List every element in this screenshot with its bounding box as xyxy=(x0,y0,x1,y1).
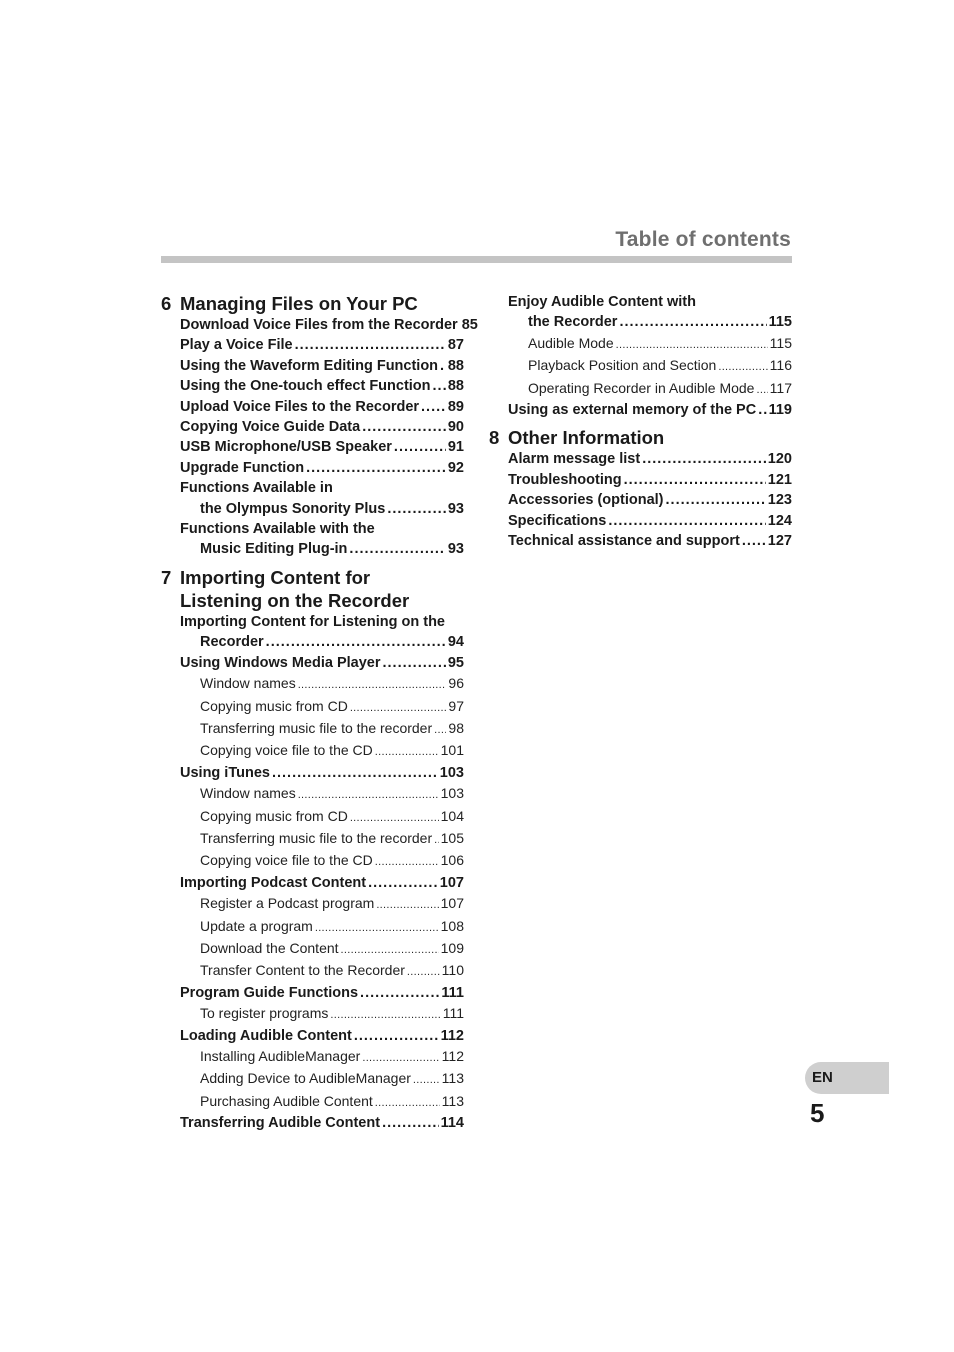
section-number: 6 xyxy=(161,293,172,314)
entry-label: Download Voice Files from the Recorder xyxy=(180,317,458,333)
toc-entry-first-line[interactable]: Importing Content for Listening on the xyxy=(180,613,445,630)
toc-subentry[interactable] xyxy=(489,355,792,377)
entry-label: Using the One-touch effect Function xyxy=(180,378,431,395)
entry-label: Music Editing Plug-in xyxy=(200,541,348,558)
entry-label: Loading Audible Content xyxy=(180,1027,352,1044)
entry-page: 113 xyxy=(441,1092,464,1109)
entry-page: 106 xyxy=(440,852,464,869)
leader-dots xyxy=(624,470,766,490)
toc-right-column xyxy=(489,292,792,551)
leader-dots xyxy=(375,742,439,762)
entry-page: 104 xyxy=(440,807,464,824)
toc-entry-first-line[interactable]: Functions Available with the xyxy=(180,521,375,538)
entry-page: 105 xyxy=(440,829,464,846)
entry-page: 121 xyxy=(767,471,792,488)
entry-label: the Olympus Sonority Plus xyxy=(200,500,386,517)
page-title: Table of contents xyxy=(615,228,791,251)
toc-subentry[interactable] xyxy=(161,673,464,695)
entry-label: Download the Content xyxy=(200,939,339,956)
entry-page: 127 xyxy=(767,533,792,550)
entry-label: Specifications xyxy=(508,512,607,529)
toc-subentry[interactable] xyxy=(161,960,464,982)
section-title: Importing Content for Listening on the Recorder xyxy=(180,566,410,611)
leader-dots xyxy=(619,312,766,332)
entry-page: 97 xyxy=(448,697,464,714)
entry-label: Recorder xyxy=(200,634,264,651)
entry-page: 109 xyxy=(440,939,464,956)
leader-dots xyxy=(742,531,766,551)
leader-dots xyxy=(295,335,446,355)
toc-subentry[interactable] xyxy=(161,1003,464,1025)
section-title: Managing Files on Your PC xyxy=(180,293,418,314)
section-number: 8 xyxy=(489,427,500,449)
entry-page: 88 xyxy=(447,378,464,395)
toc-subentry[interactable] xyxy=(161,806,464,828)
entry-page: 87 xyxy=(447,337,464,354)
entry-label: Troubleshooting xyxy=(508,471,622,488)
entry-label: Play a Voice File xyxy=(180,337,293,354)
entry-page: 93 xyxy=(447,500,464,517)
leader-dots xyxy=(608,511,765,531)
entry-label: Installing AudibleManager xyxy=(200,1048,361,1064)
language-label: EN xyxy=(812,1069,833,1086)
entry-label: Copying voice file to the CD xyxy=(200,852,373,869)
entry-page: 91 xyxy=(447,439,464,456)
toc-subentry[interactable] xyxy=(489,333,792,355)
toc-entry[interactable] xyxy=(489,312,792,332)
toc-subentry[interactable] xyxy=(161,1068,464,1090)
entry-label: Importing Podcast Content xyxy=(180,874,367,891)
entry-label: Alarm message list xyxy=(508,451,641,468)
leader-dots xyxy=(376,895,438,915)
leader-dots xyxy=(272,763,438,783)
toc-entry[interactable] xyxy=(489,490,792,510)
entry-page: 96 xyxy=(448,675,464,692)
entry-page: 107 xyxy=(440,895,464,912)
entry-page: 93 xyxy=(447,541,464,558)
toc-subentry[interactable] xyxy=(161,828,464,850)
toc-entry[interactable] xyxy=(161,376,464,396)
toc-entry[interactable] xyxy=(161,458,464,478)
entry-label: Technical assistance and support xyxy=(508,533,740,550)
leader-dots xyxy=(421,397,446,417)
toc-entry[interactable] xyxy=(489,400,792,420)
entry-label: Copying Voice Guide Data xyxy=(180,419,361,436)
leader-dots xyxy=(266,632,446,652)
entry-page: 103 xyxy=(440,785,464,802)
entry-page: 115 xyxy=(769,334,792,351)
leader-dots xyxy=(758,400,766,420)
entry-label: Playback Position and Section xyxy=(528,357,717,374)
entry-page: 101 xyxy=(440,742,464,759)
leader-dots xyxy=(718,357,767,377)
entry-label: Upload Voice Files to the Recorder xyxy=(180,398,420,415)
leader-dots xyxy=(360,983,439,1003)
entry-page: 114 xyxy=(440,1115,464,1132)
leader-dots xyxy=(354,1026,439,1046)
toc-subentry[interactable] xyxy=(161,938,464,960)
entry-page: 90 xyxy=(447,419,464,436)
leader-dots xyxy=(375,852,439,872)
leader-dots xyxy=(298,785,439,805)
toc-subentry[interactable] xyxy=(161,696,464,718)
entry-label: Transfer Content to the Recorder xyxy=(200,962,405,979)
entry-label: Window names xyxy=(200,785,296,802)
section-heading-7 xyxy=(161,566,464,612)
entry-label: Operating Recorder in Audible Mode xyxy=(528,379,755,396)
entry-label: Transferring music file to the recorder xyxy=(200,719,433,736)
entry-page: 94 xyxy=(447,634,464,651)
entry-page: 113 xyxy=(441,1070,464,1087)
entry-page: 95 xyxy=(447,654,464,671)
leader-dots xyxy=(433,376,446,396)
leader-dots xyxy=(350,808,439,828)
entry-label: Copying music from CD xyxy=(200,697,348,714)
leader-dots xyxy=(434,830,439,850)
leader-dots xyxy=(394,437,446,457)
entry-label: Copying voice file to the CD xyxy=(200,742,373,759)
toc-entry[interactable] xyxy=(161,335,464,355)
entry-label: Program Guide Functions xyxy=(180,984,359,1001)
toc-entry[interactable] xyxy=(161,417,464,437)
entry-page: 112 xyxy=(441,1048,464,1064)
toc-subentry[interactable] xyxy=(489,378,792,400)
leader-dots xyxy=(407,962,440,982)
leader-dots xyxy=(349,539,445,559)
entry-label: Using Windows Media Player xyxy=(180,654,381,671)
toc-entry[interactable] xyxy=(489,531,792,551)
toc-entry[interactable] xyxy=(489,470,792,490)
leader-dots xyxy=(350,698,447,718)
toc-entry[interactable] xyxy=(161,632,464,652)
toc-entry-first-line[interactable]: Enjoy Audible Content with xyxy=(508,294,696,310)
leader-dots xyxy=(434,720,446,740)
toc-entry[interactable] xyxy=(161,763,464,783)
entry-page: 108 xyxy=(440,917,464,934)
entry-label: To register programs xyxy=(200,1005,329,1022)
leader-dots xyxy=(298,675,447,695)
entry-page: 120 xyxy=(767,451,792,468)
entry-page: 103 xyxy=(439,764,464,781)
entry-label: Register a Podcast program xyxy=(200,895,375,912)
entry-page: 115 xyxy=(768,314,792,331)
entry-page: 116 xyxy=(769,357,792,374)
entry-page: 111 xyxy=(441,984,464,1001)
section-heading-6 xyxy=(161,292,464,315)
toc-entry[interactable] xyxy=(161,356,464,376)
toc-subentry[interactable] xyxy=(161,740,464,762)
toc-entry-first-line[interactable]: Functions Available in xyxy=(180,480,333,497)
toc-subentry[interactable] xyxy=(161,916,464,938)
entry-label: the Recorder xyxy=(528,314,618,331)
title-divider xyxy=(161,256,792,263)
entry-page: 110 xyxy=(441,962,464,979)
leader-dots xyxy=(756,380,767,400)
entry-label: Update a program xyxy=(200,917,313,934)
leader-dots xyxy=(330,1005,440,1025)
entry-label: Window names xyxy=(200,675,296,692)
entry-label: Using iTunes xyxy=(180,764,270,781)
leader-dots xyxy=(362,1048,439,1068)
toc-entry[interactable] xyxy=(161,397,464,417)
toc-subentry[interactable] xyxy=(161,1046,464,1068)
toc-left-column xyxy=(161,292,478,1134)
leader-dots xyxy=(315,918,439,938)
toc-subentry[interactable] xyxy=(161,893,464,915)
page-number: 5 xyxy=(810,1098,825,1128)
toc-entry[interactable] xyxy=(161,983,464,1003)
toc-subentry[interactable] xyxy=(161,850,464,872)
toc-entry[interactable] xyxy=(161,653,464,673)
section-heading-8 xyxy=(489,426,792,449)
leader-dots xyxy=(616,335,768,355)
section-title: Other Information xyxy=(508,427,665,449)
entry-label: Using the Waveform Editing Function xyxy=(180,357,439,374)
entry-label: Accessories (optional) xyxy=(508,492,664,509)
leader-dots xyxy=(383,653,446,673)
entry-page: 92 xyxy=(447,459,464,476)
entry-page: 111 xyxy=(442,1005,464,1022)
leader-dots xyxy=(375,1093,440,1113)
toc-subentry[interactable] xyxy=(161,1091,464,1113)
leader-dots xyxy=(382,1113,439,1133)
entry-label: Purchasing Audible Content xyxy=(200,1092,373,1109)
toc-entry[interactable] xyxy=(161,315,478,335)
entry-label: Adding Device to AudibleManager xyxy=(200,1070,411,1087)
entry-page: 117 xyxy=(769,379,792,396)
entry-page: 119 xyxy=(768,402,792,419)
toc-entry[interactable] xyxy=(489,449,792,469)
entry-page: 107 xyxy=(439,874,464,891)
toc-entry[interactable] xyxy=(161,1113,464,1133)
leader-dots xyxy=(368,873,438,893)
entry-label: Using as external memory of the PC xyxy=(508,402,757,419)
leader-dots xyxy=(642,449,766,469)
leader-dots xyxy=(666,490,766,510)
toc-entry[interactable] xyxy=(161,539,464,559)
entry-label: Copying music from CD xyxy=(200,807,348,824)
toc-entry[interactable] xyxy=(161,873,464,893)
leader-dots xyxy=(440,356,446,376)
leader-dots xyxy=(413,1070,440,1090)
entry-page: 88 xyxy=(447,357,464,374)
entry-page: 85 xyxy=(461,317,478,333)
leader-dots xyxy=(306,458,446,478)
entry-page: 98 xyxy=(448,719,464,736)
entry-page: 123 xyxy=(767,492,792,509)
leader-dots xyxy=(362,417,446,437)
toc-entry[interactable] xyxy=(161,499,464,519)
leader-dots xyxy=(387,499,446,519)
entry-label: Audible Mode xyxy=(528,334,614,351)
toc-subentry[interactable] xyxy=(161,783,464,805)
toc-entry[interactable] xyxy=(161,437,464,457)
toc-entry[interactable] xyxy=(161,1026,464,1046)
entry-label: USB Microphone/USB Speaker xyxy=(180,439,392,456)
leader-dots xyxy=(341,940,439,960)
entry-label: Transferring music file to the recorder xyxy=(200,829,433,846)
entry-page: 124 xyxy=(767,512,792,529)
entry-page: 112 xyxy=(440,1027,464,1044)
toc-subentry[interactable] xyxy=(161,718,464,740)
section-number: 7 xyxy=(161,566,172,588)
entry-page: 89 xyxy=(447,398,464,415)
toc-entry[interactable] xyxy=(489,511,792,531)
entry-label: Upgrade Function xyxy=(180,459,305,476)
entry-label: Transferring Audible Content xyxy=(180,1115,381,1132)
